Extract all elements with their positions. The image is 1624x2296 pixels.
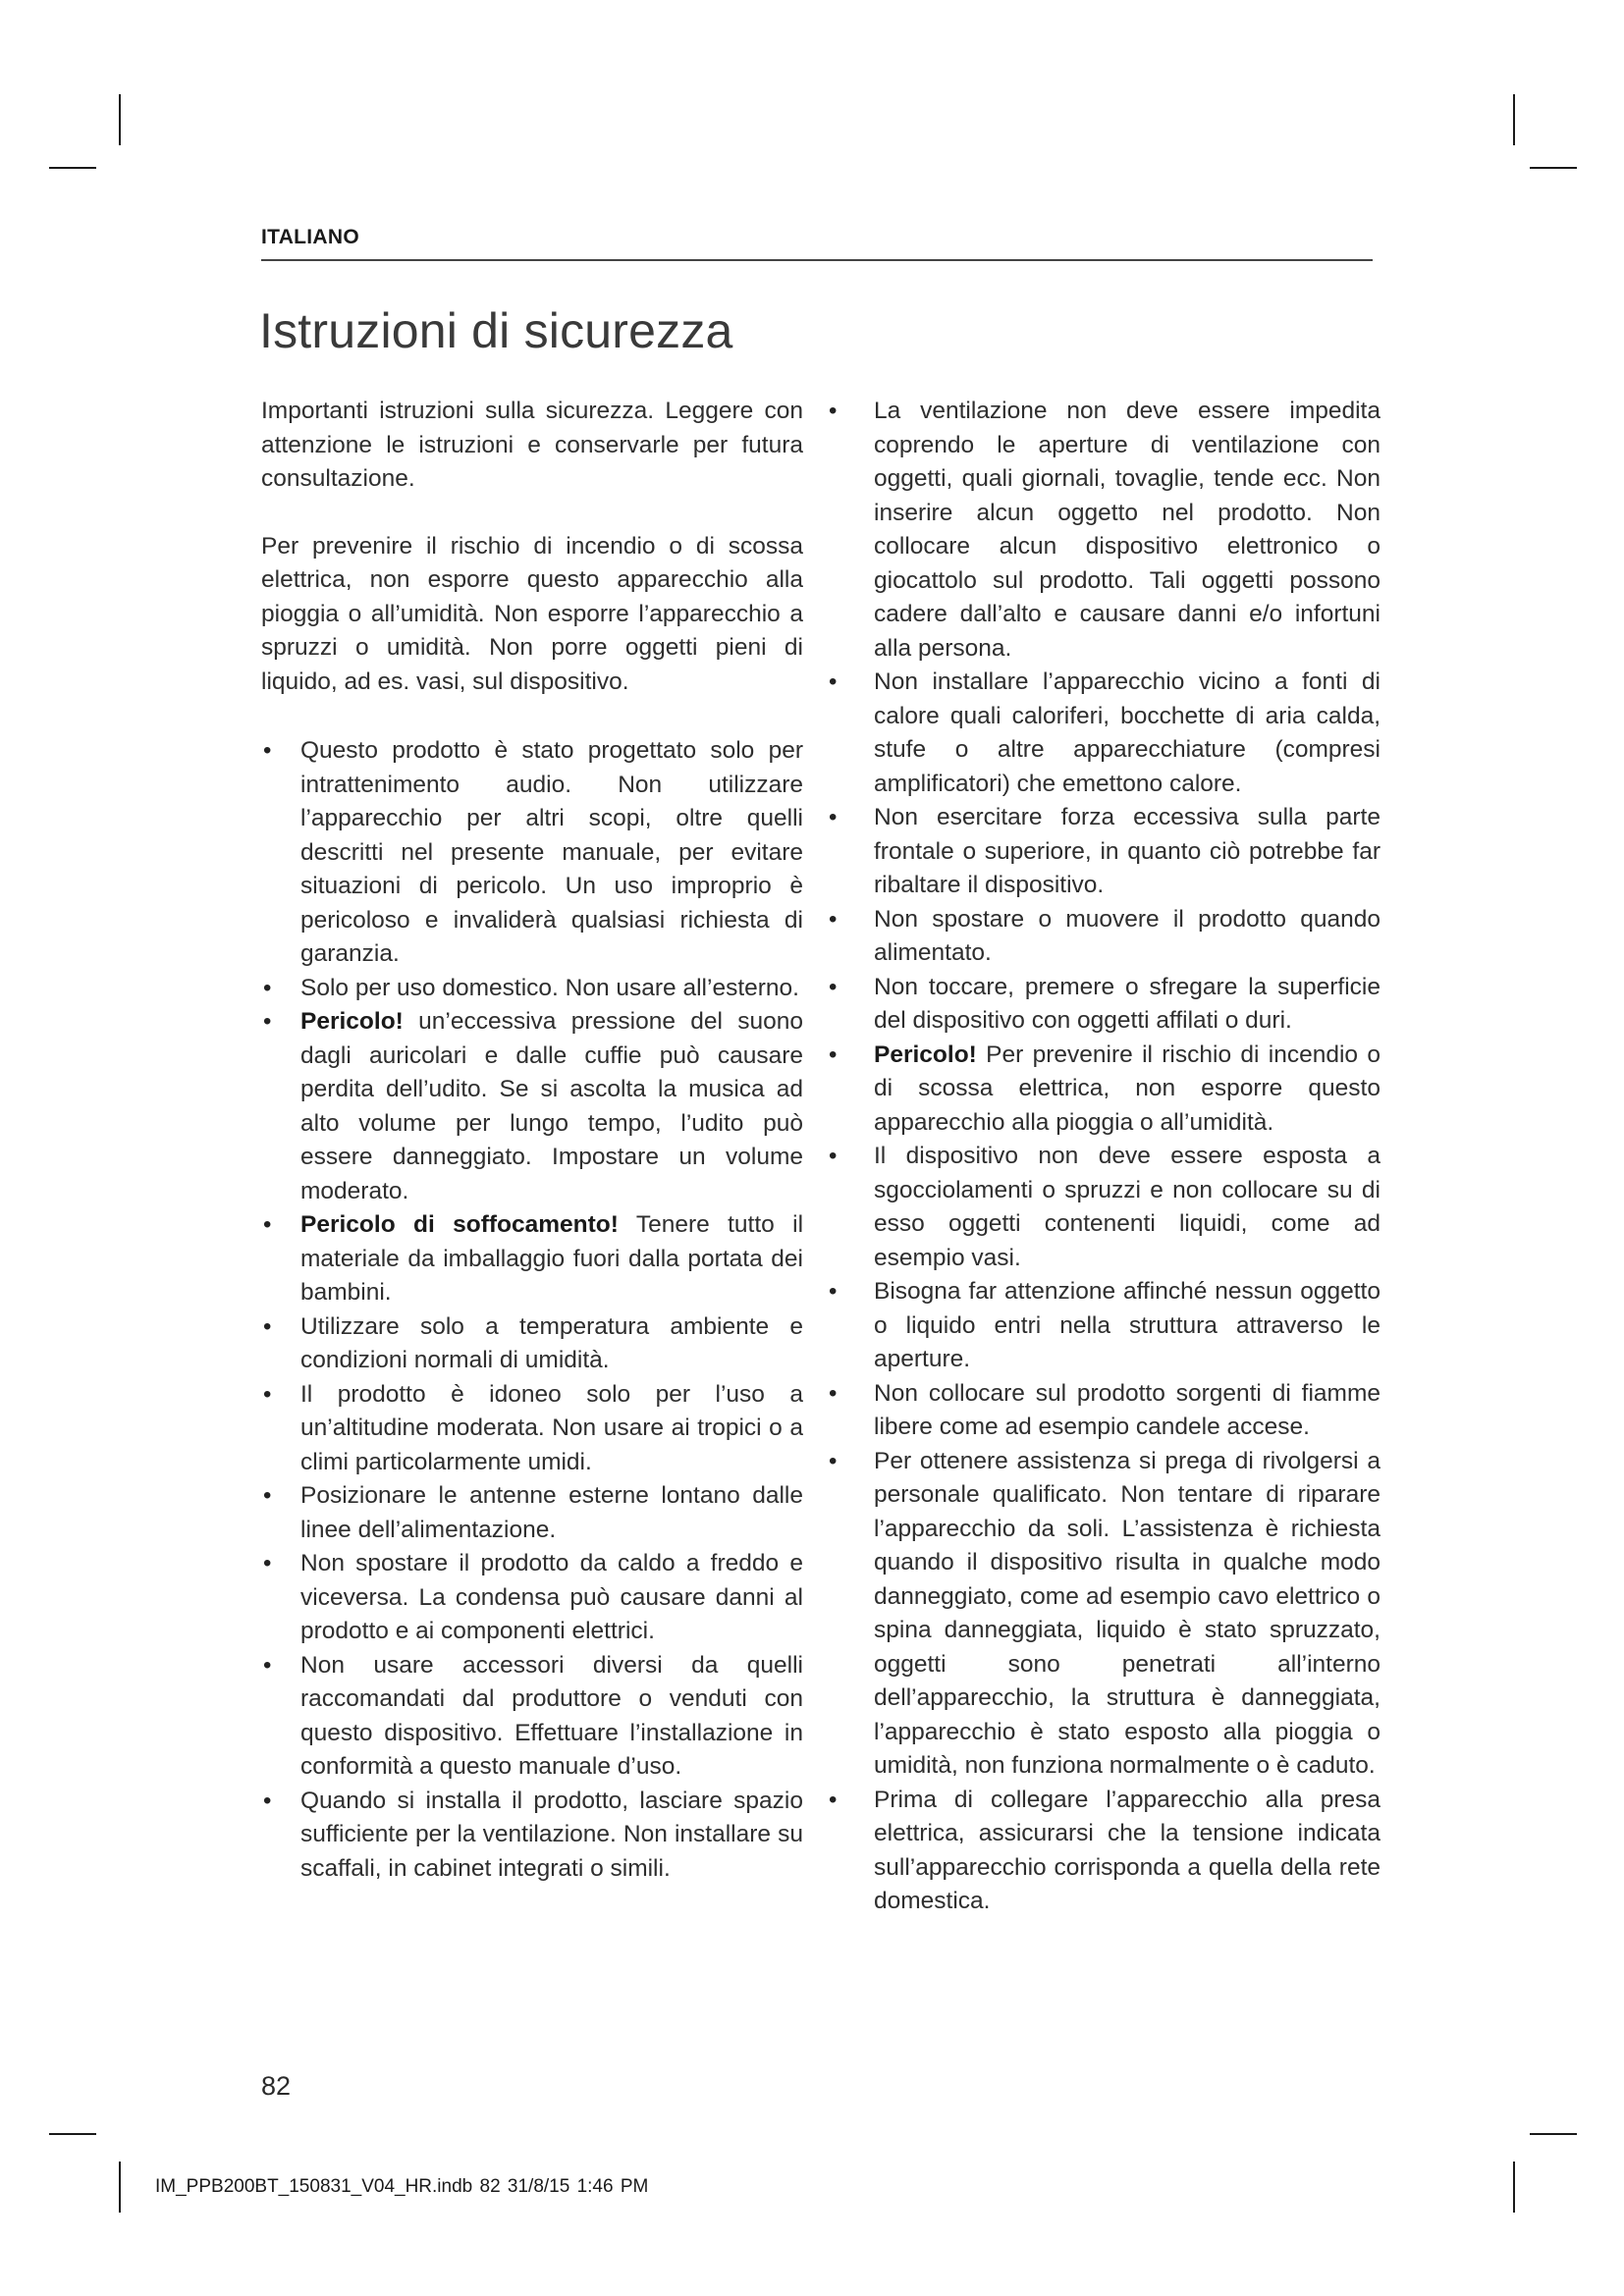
bullet-icon: • [263, 1211, 272, 1238]
list-item [829, 1377, 1380, 1445]
list-item [261, 1479, 803, 1547]
list-item [829, 1039, 1380, 1141]
item-text: Per prevenire il rischio di incendio o di scossa elettrica, non esporre questo apparecchio alla pioggia o all’umidità. [874, 1041, 1380, 1136]
list-item [261, 1547, 803, 1649]
list-item [829, 971, 1380, 1039]
list-item [261, 1310, 803, 1378]
bullet-icon: • [829, 398, 838, 424]
item-text: Posizionare le antenne esterne lontano dalle linee dell’alimentazione. [300, 1482, 803, 1543]
list-item [261, 1649, 803, 1785]
bullet-icon: • [829, 973, 838, 1000]
item-text: Tenere tutto il materiale da imballaggio fuori dalla portata dei bambini. [300, 1211, 804, 1306]
footer-file-info: IM_PPB200BT_150831_V04_HR.indb 82 31/8/15 1:46 PM [155, 2176, 649, 2197]
crop-mark-top-left-horizontal [49, 167, 96, 169]
crop-mark-top-left-vertical [119, 94, 121, 145]
item-text: Non spostare o muovere il prodotto quando alimentato. [874, 905, 1380, 966]
crop-mark-top-right-horizontal [1530, 167, 1577, 169]
bullet-icon: • [263, 974, 272, 1001]
header-rule [261, 259, 1373, 261]
bullet-icon: • [263, 1008, 272, 1035]
page-number: 82 [261, 2071, 292, 2101]
item-bold-text: Pericolo di soffocamento! [300, 1211, 619, 1238]
list-item [261, 1378, 803, 1480]
item-text: Per ottenere assistenza si prega di rivolgersi a personale qualificato. Non tentare di riparare l’apparecchio da soli. L’assistenza è richiesta quando il dispositivo risulta in qualche modo danneggiato, come ad esempio cavo elettrico o spina danneggiata, liquido è stato spruzzato, oggetti sono penetrati all’interno dell’apparecchio, la struttura è danneggiata, l’apparecchio è stato esposto alla pioggia o umidità, non funziona normalmente o è caduto. [874, 1447, 1380, 1779]
list-item [829, 1140, 1380, 1275]
bullet-icon: • [263, 1312, 272, 1340]
bullet-icon: • [829, 1786, 838, 1813]
bullet-icon: • [263, 1380, 272, 1408]
item-text: Il dispositivo non deve essere esposta a sgocciolamenti o spruzzi e non collocare su di esso oggetti contenenti liquidi, come ad esempio vasi. [874, 1143, 1380, 1271]
item-text: Non toccare, premere o sfregare la superficie del dispositivo con oggetti affilati o duri. [874, 973, 1380, 1034]
list-item [829, 801, 1380, 903]
item-text: Non installare l’apparecchio vicino a fonti di calore quali caloriferi, bocchette di aria calda, stufe o altre apparecchiature (compresi amplificatori) che emettono calore. [874, 668, 1380, 797]
right-column [829, 395, 1380, 1919]
bullet-icon: • [263, 1482, 272, 1509]
bullet-icon: • [829, 1143, 838, 1169]
item-text: Non collocare sul prodotto sorgenti di fiamme libere come ad esempio candele accese. [874, 1379, 1380, 1440]
crop-mark-bottom-right-vertical [1513, 2162, 1515, 2213]
list-item [261, 1785, 803, 1887]
crop-mark-bottom-right-horizontal [1530, 2133, 1577, 2135]
bullet-icon: • [829, 1041, 838, 1068]
bullet-icon: • [263, 1651, 272, 1679]
bullet-icon: • [263, 737, 272, 764]
item-text: Bisogna far attenzione affinché nessun oggetto o liquido entri nella struttura attraverso le aperture. [874, 1278, 1380, 1372]
bullet-icon: • [829, 668, 838, 695]
item-text: un’eccessiva pressione del suono dagli auricolari e dalle cuffie può causare perdita dell’udito. Se si ascolta la musica ad alto volume per lungo tempo, l’udito può essere danneggiato. Impostare un volume moderato. [300, 1008, 803, 1204]
list-item [829, 666, 1380, 801]
list-item [829, 395, 1380, 666]
bullet-icon: • [829, 804, 838, 830]
list-item [261, 972, 803, 1006]
item-text: Questo prodotto è stato progettato solo per intrattenimento audio. Non utilizzare l’apparecchio per altri scopi, oltre quelli descritti nel presente manuale, per evitare situazioni di pericolo. Un uso improprio è pericoloso e invaliderà qualsiasi richiesta di garanzia. [300, 737, 803, 967]
bullet-icon: • [829, 1447, 838, 1474]
list-item [261, 734, 803, 972]
item-text: Il prodotto è idoneo solo per l’uso a un’altitudine moderata. Non usare ai tropici o a climi particolarmente umidi. [300, 1380, 803, 1475]
left-column [261, 395, 803, 1886]
item-text: Non esercitare forza eccessiva sulla parte frontale o superiore, in quanto ciò potrebbe far ribaltare il dispositivo. [874, 804, 1380, 898]
item-text: Solo per uso domestico. Non usare all’esterno. [300, 974, 799, 1001]
item-text: La ventilazione non deve essere impedita coprendo le aperture di ventilazione con oggetti, quali giornali, tovaglie, tende ecc. Non inserire alcun oggetto nel prodotto. Non collocare alcun dispositivo elettronico o giocattolo sul prodotto. Tali oggetti possono cadere dall’alto e causare danni e/o infortuni alla persona. [874, 398, 1380, 662]
safety-list-right [829, 395, 1380, 1919]
bullet-icon: • [829, 905, 838, 933]
item-text: Prima di collegare l’apparecchio alla presa elettrica, assicurarsi che la tensione indicata sull’apparecchio corrisponda a quella della rete domestica. [874, 1786, 1380, 1914]
intro-paragraph: Importanti istruzioni sulla sicurezza. Leggere con attenzione le istruzioni e conservarle per futura consultazione. [261, 398, 803, 492]
item-text: Quando si installa il prodotto, lasciare spazio sufficiente per la ventilazione. Non installare su scaffali, in cabinet integrati o simili. [300, 1787, 803, 1882]
item-bold-text: Pericolo! [874, 1041, 977, 1068]
list-item [829, 1445, 1380, 1784]
item-text: Non spostare il prodotto da caldo a freddo e viceversa. La condensa può causare danni al prodotto e ai componenti elettrici. [300, 1550, 803, 1644]
list-item [829, 1784, 1380, 1919]
bullet-icon: • [829, 1379, 838, 1407]
list-item [261, 1208, 803, 1310]
item-bold-text: Pericolo! [300, 1008, 404, 1035]
crop-mark-top-right-vertical [1513, 94, 1515, 145]
bullet-icon: • [263, 1787, 272, 1814]
safety-list-left [261, 734, 803, 1886]
crop-mark-bottom-left-horizontal [49, 2133, 96, 2135]
list-item [261, 1005, 803, 1208]
item-text: Non usare accessori diversi da quelli raccomandati dal produttore o venduti con questo dispositivo. Effettuare l’installazione in conformità a questo manuale d’uso. [300, 1651, 803, 1780]
crop-mark-bottom-left-vertical [119, 2162, 121, 2213]
bullet-icon: • [829, 1278, 838, 1305]
list-item [829, 1275, 1380, 1377]
page-title: Istruzioni di sicurezza [259, 303, 733, 358]
bullet-icon: • [263, 1550, 272, 1576]
intro-paragraph: Per prevenire il rischio di incendio o di scossa elettrica, non esporre questo apparecchio alla pioggia o all’umidità. Non esporre l’apparecchio a spruzzi o umidità. Non porre oggetti pieni di liquido, ad es. vasi, sul dispositivo. [261, 532, 803, 695]
list-item [829, 903, 1380, 971]
language-header: ITALIANO [261, 226, 359, 248]
item-text: Utilizzare solo a temperatura ambiente e condizioni normali di umidità. [300, 1312, 803, 1373]
